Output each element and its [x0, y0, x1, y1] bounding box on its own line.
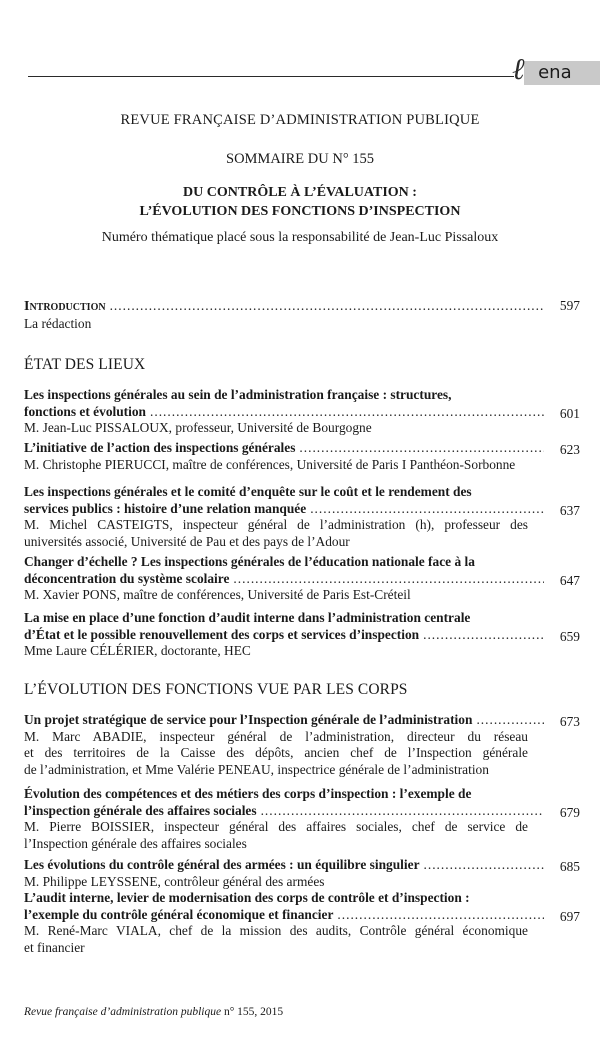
- leader-dots: [337, 907, 544, 924]
- toc-entry[interactable]: [24, 857, 580, 890]
- entry-title-line: L’audit interne, levier de modernisation des corps de contrôle et d’inspection :: [24, 890, 470, 905]
- section-heading: L’ÉVOLUTION DES FONCTIONS VUE PAR LES CORPS: [24, 681, 408, 698]
- entry-page: 673: [559, 714, 580, 729]
- toc-entry[interactable]: [24, 786, 580, 852]
- entry-author: M. Pierre BOISSIER, inspecteur général des affaires sociales, chef de service de: [24, 819, 528, 835]
- footer-journal: Revue française d’administration publique: [24, 1006, 222, 1018]
- entry-page: 679: [559, 804, 580, 820]
- entry-title: l’exemple du contrôle général économique et financier: [24, 906, 334, 922]
- entry-author: Mme Laure CÉLÉRIER, doctorante, HEC: [24, 643, 251, 659]
- entry-title: Introduction: [24, 299, 106, 314]
- entry-author: de l’administration, et Mme Valérie PENEAU, inspectrice générale de l’administration: [24, 761, 489, 777]
- logo-mark: ℓ: [512, 52, 525, 87]
- toc-entry[interactable]: [24, 610, 580, 660]
- entry-author: et des territoires de la Caisse des dépôts, ancien chef de l’Inspection générale: [24, 745, 528, 761]
- toc-entry[interactable]: [24, 440, 580, 473]
- entry-page: 623: [559, 442, 580, 457]
- entry-title: Les évolutions du contrôle général des armées : un équilibre singulier: [24, 857, 420, 872]
- logo-box: [524, 61, 600, 85]
- entry-author: l’Inspection générale des affaires sociales: [24, 835, 247, 851]
- toc-entry[interactable]: [24, 387, 580, 437]
- toc-entry-introduction[interactable]: [24, 298, 580, 332]
- header-rule: [28, 76, 514, 77]
- entry-title: Un projet stratégique de service pour l’Inspection générale de l’administration: [24, 712, 473, 727]
- entry-title: fonctions et évolution: [24, 403, 146, 419]
- toc-entry[interactable]: [24, 890, 580, 956]
- toc-entry[interactable]: [24, 554, 580, 604]
- entry-page: 697: [559, 908, 580, 924]
- entry-author: M. Michel CASTEIGTS, inspecteur général de l’administration (h), professeur des: [24, 517, 528, 533]
- leader-dots: [261, 803, 544, 820]
- entry-page: 659: [559, 628, 580, 644]
- entry-page: 685: [559, 859, 580, 874]
- entry-title-line: Les inspections générales et le comité d’enquête sur le coût et le rendement des: [24, 484, 472, 499]
- entry-author: La rédaction: [24, 315, 92, 331]
- entry-author: et financier: [24, 939, 85, 955]
- entry-page: 647: [559, 572, 580, 588]
- theme-line-2: L’ÉVOLUTION DES FONCTIONS D’INSPECTION: [139, 204, 461, 219]
- entry-title-line: Changer d’échelle ? Les inspections générales de l’éducation nationale face à la: [24, 554, 475, 569]
- entry-author: M. Philippe LEYSSENE, contrôleur général des armées: [24, 873, 325, 889]
- leader-dots: [233, 571, 544, 588]
- footer: [24, 1006, 283, 1018]
- entry-page: 601: [559, 405, 580, 421]
- entry-title-line: La mise en place d’une fonction d’audit interne dans l’administration centrale: [24, 610, 471, 625]
- entry-page: 597: [559, 298, 580, 313]
- entry-title: services publics : histoire d’une relation manquée: [24, 500, 307, 516]
- entry-title: L’initiative de l’action des inspections générales: [24, 440, 296, 455]
- toc-entry[interactable]: [24, 484, 580, 550]
- leader-dots: [476, 712, 544, 729]
- entry-author: M. Christophe PIERUCCI, maître de conférences, Université de Paris I Panthéon-Sorbonne: [24, 456, 516, 472]
- leader-dots: [110, 298, 544, 315]
- entry-author: universités associé, Université de Pau et des pays de l’Adour: [24, 533, 350, 549]
- leader-dots: [424, 857, 544, 874]
- theme-line-1: DU CONTRÔLE À L’ÉVALUATION :: [183, 185, 417, 200]
- toc-entry[interactable]: [24, 712, 580, 778]
- entry-title: déconcentration du système scolaire: [24, 570, 230, 586]
- leader-dots: [310, 501, 544, 518]
- leader-dots: [150, 404, 544, 421]
- entry-title: d’État et le possible renouvellement des corps et services d’inspection: [24, 626, 420, 642]
- entry-author: M. Marc ABADIE, inspecteur général de l’administration, directeur du réseau: [24, 728, 528, 744]
- entry-page: 637: [559, 502, 580, 518]
- ena-logo: [512, 52, 600, 88]
- logo-text: ena: [538, 62, 572, 83]
- responsibility-note: Numéro thématique placé sous la responsabilité de Jean-Luc Pissaloux: [101, 230, 499, 245]
- theme-title: [0, 183, 600, 221]
- entry-author: M. Jean-Luc PISSALOUX, professeur, Université de Bourgogne: [24, 420, 372, 436]
- leader-dots: [423, 627, 544, 644]
- leader-dots: [299, 440, 544, 457]
- section-heading: ÉTAT DES LIEUX: [24, 356, 146, 373]
- entry-author: M. René-Marc VIALA, chef de la mission des audits, Contrôle général économique: [24, 923, 528, 939]
- footer-issue: n° 155, 2015: [223, 1006, 284, 1018]
- entry-title-line: Évolution des compétences et des métiers des corps d’inspection : l’exemple de: [24, 786, 472, 801]
- entry-author: M. Xavier PONS, maître de conférences, Université de Paris Est-Créteil: [24, 587, 411, 603]
- entry-title-line: Les inspections générales au sein de l’administration française : structures,: [24, 387, 452, 402]
- sommaire-heading: SOMMAIRE DU N° 155: [226, 151, 374, 167]
- journal-title: REVUE FRANÇAISE D’ADMINISTRATION PUBLIQUE: [120, 112, 480, 128]
- entry-title: l’inspection générale des affaires sociales: [24, 802, 257, 818]
